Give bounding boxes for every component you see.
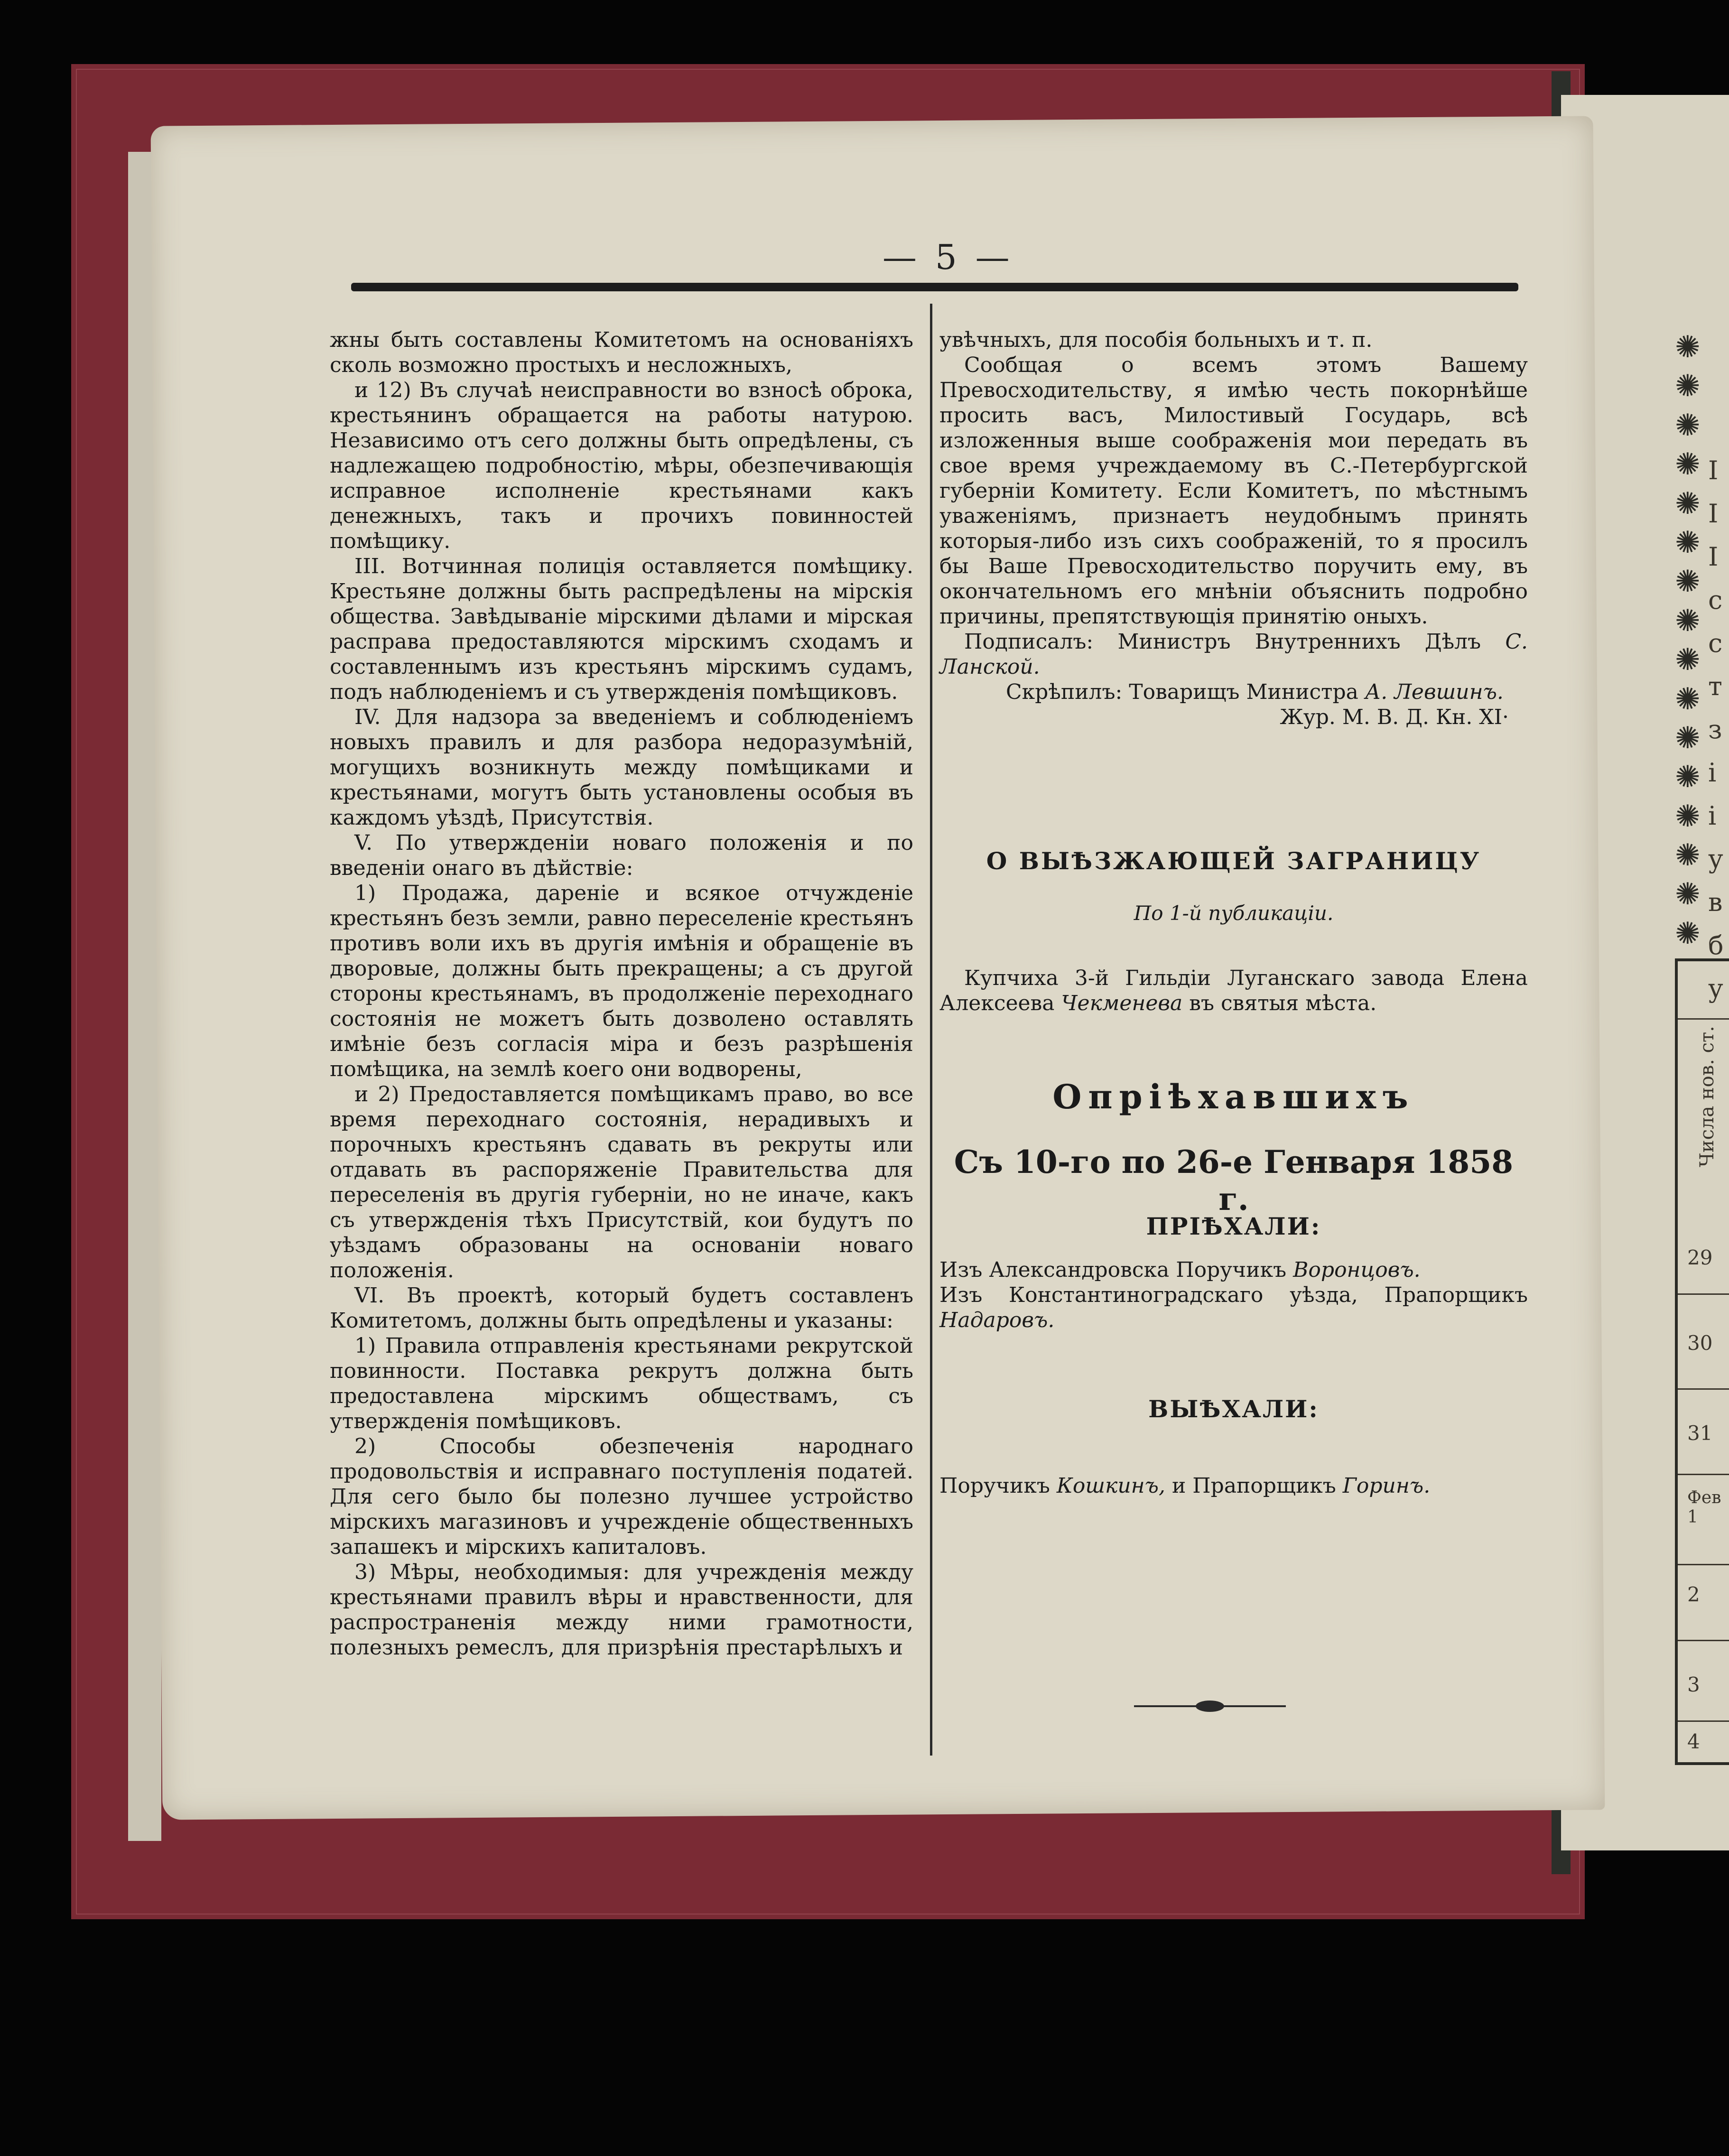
facing-letter: у (1708, 974, 1723, 1004)
table-cell: 30 (1687, 1331, 1713, 1355)
departed-list (939, 1473, 1528, 1498)
facing-letter: в (1708, 887, 1723, 917)
departing-name: Чекменева (1061, 991, 1183, 1015)
page-number: — 5 — (883, 237, 1013, 277)
departing-title: О ВЫѢЗЖАЮЩЕЙ ЗАГРАНИЦУ (986, 847, 1481, 875)
paragraph: 3) Мѣры, необходимыя: для учрежденія между крестьянами правилъ вѣры и нравственности, для распространенія между ними грамотности, полезныхъ ремеслъ, для призрѣнія престарѣлыхъ и (330, 1560, 913, 1660)
paragraph: VI. Въ проектѣ, который будетъ составленъ Комитетомъ, должны быть опредѣлены и указаны: (330, 1283, 913, 1333)
table-cell: 2 (1687, 1583, 1700, 1606)
table-cell: 31 (1687, 1422, 1713, 1445)
paragraph: III. Вотчинная полиція оставляется помѣщику. Крестьяне должны быть распредѣлены на мірскія общества. Завѣдываніе мірскими дѣлами и мірская расправа предоставляются мірскимъ сходамъ и составленнымъ изъ крестьянъ мірскимъ судамъ, подъ наблюденіемъ и съ утвержденія помѣщиковъ. (330, 554, 913, 704)
left-column (330, 327, 913, 1660)
paragraph: и 12) Въ случаѣ неисправности во взносѣ оброка, крестьянинъ обращается на работы натурою. Независимо отъ сего должны быть опредѣлены, съ надлежащею подробностію, мѣры, обезпечивающія исправное исполненіе крестьянами какъ денежныхъ, такъ и прочихъ повинностей помѣщику. (330, 378, 913, 553)
table-cell: Фев 1 (1687, 1488, 1721, 1527)
paragraph: увѣчныхъ, для пособія больныхъ и т. п. (939, 328, 1373, 352)
paragraph: V. По утвержденіи новаго положенія и по введеніи онаго въ дѣйствіе: (330, 831, 913, 880)
countersignature-line: Скрѣпилъ: Товарищъ Министра А. Левшинъ. (1006, 680, 1504, 704)
facing-letter: с (1708, 585, 1723, 615)
fleuron-ornament (1134, 1703, 1286, 1708)
departing-entry: Купчиха 3-й Гильдіи Луганскаго завода Елена Алексеева Чекменева въ святыя мѣста. (939, 966, 1528, 1015)
arrivals-title: Опріѣхавшихъ (1052, 1077, 1415, 1116)
arrived-list (939, 1257, 1528, 1333)
signer-name: С. Ланской. (939, 630, 1528, 679)
ornament-border: ✺ ✺ ✺ ✺ ✺ ✺ ✺ ✺ ✺ ✺ ✺ ✺ ✺ ✺ ✺ ✺ (1675, 330, 1701, 951)
facing-letter: і (1708, 801, 1717, 831)
facing-letter: і (1708, 758, 1717, 788)
paragraph: IV. Для надзора за введеніемъ и соблюденіемъ новыхъ правилъ и для разбора недоразумѣній, могущихъ возникнуть между помѣщиками и крестьянами, могутъ быть установлены особыя въ каждомъ уѣздѣ, Присутствія. (330, 705, 913, 830)
facing-letter: т (1708, 671, 1722, 701)
header-rule (351, 283, 1518, 291)
arrivals-dates: Съ 10-го по 26-е Генваря 1858 г. (954, 1143, 1514, 1217)
table-cell: 3 (1687, 1673, 1700, 1696)
table-cell: 4 (1687, 1730, 1700, 1753)
facing-letter: I (1708, 499, 1719, 529)
countersigner-name: А. Левшинъ. (1365, 680, 1504, 704)
list-item: Изъ Константиноградскаго уѣзда, Прапорщикъ Надаровъ. (939, 1283, 1528, 1332)
arrived-heading: ПРІѢХАЛИ: (1146, 1212, 1321, 1240)
right-column (939, 327, 1528, 730)
paragraph: 2) Способы обезпеченія народнаго продовольствія и исправнаго поступленія податей. Для сего было бы полезно лучшее устройство мірскихъ магазиновъ и учрежденіе общественныхъ запашекъ и мірскихъ капиталовъ. (330, 1434, 913, 1559)
paragraph: 1) Продажа, дареніе и всякое отчужденіе крестьянъ безъ земли, равно переселеніе крестьянъ противъ воли ихъ въ другія имѣнія и обращеніе въ дворовые, должны быть прекращены; а съ другой стороны крестьянамъ, въ продолженіе переходнаго состоянія не можетъ быть дозволено оставлять имѣніе безъ согласія міра и безъ разрѣшенія помѣщика, на землѣ коего они водворены, (330, 881, 913, 1081)
facing-letter: с (1708, 628, 1723, 658)
table-cell: 29 (1687, 1246, 1713, 1269)
facing-letter: I (1708, 542, 1719, 572)
paragraph: жны быть составлены Комитетомъ на основаніяхъ сколь возможно простыхъ и несложныхъ, (330, 328, 913, 377)
facing-page-letters (1708, 455, 1729, 1004)
journal-reference: Жур. М. В. Д. Кн. XI· (1280, 705, 1509, 729)
paragraph: 1) Правила отправленія крестьянами рекрутской повинности. Поставка рекрутъ должна быть предоставлена мірскимъ обществамъ, съ утвержденія помѣщиковъ. (330, 1334, 913, 1433)
column-divider (930, 304, 932, 1756)
signature-line: Подписалъ: Министръ Внутреннихъ Дѣлъ С. Ланской. (939, 630, 1528, 679)
departing-subtitle: По 1-й публикаціи. (1134, 901, 1334, 925)
paragraph: и 2) Предоставляется помѣщикамъ право, во все время переходнаго состоянія, нерадивыхъ и порочныхъ крестьянъ сдавать въ рекруты или отдавать въ распоряженіе Правительства для переселенія въ другія губерніи, но не иначе, какъ съ утвержденія тѣхъ Присутствій, кои будутъ по уѣздамъ образованы на основаніи новаго положенія. (330, 1082, 913, 1282)
facing-letter: I (1708, 455, 1719, 485)
table-header: Числа нов. ст. (1696, 1026, 1718, 1167)
paragraph: Сообщая о всемъ этомъ Вашему Превосходительству, я имѣю честь покорнѣйше просить васъ, Милостивый Государь, всѣ изложенныя выше соображенія мои передать въ свое время учреждаемому въ С.-Петербургской губерніи Комитету. Если Комитетъ, по мѣстнымъ уваженіямъ, признаетъ неудобнымъ принять которыя-либо изъ сихъ соображеній, то я просилъ бы Ваше Превосходительство поручить ему, въ окончательномъ его мнѣніи объяснить подробно причины, препятствующія принятію оныхъ. (939, 353, 1528, 629)
list-item: Поручикъ Кошкинъ, и Прапорщикъ Горинъ. (939, 1474, 1431, 1498)
facing-letter: у (1708, 844, 1723, 874)
facing-letter: б (1708, 930, 1724, 960)
departed-heading: ВЫѢХАЛИ: (1148, 1395, 1319, 1423)
list-item: Изъ Александровска Поручикъ Воронцовъ. (939, 1258, 1421, 1282)
facing-letter: з (1708, 715, 1722, 744)
